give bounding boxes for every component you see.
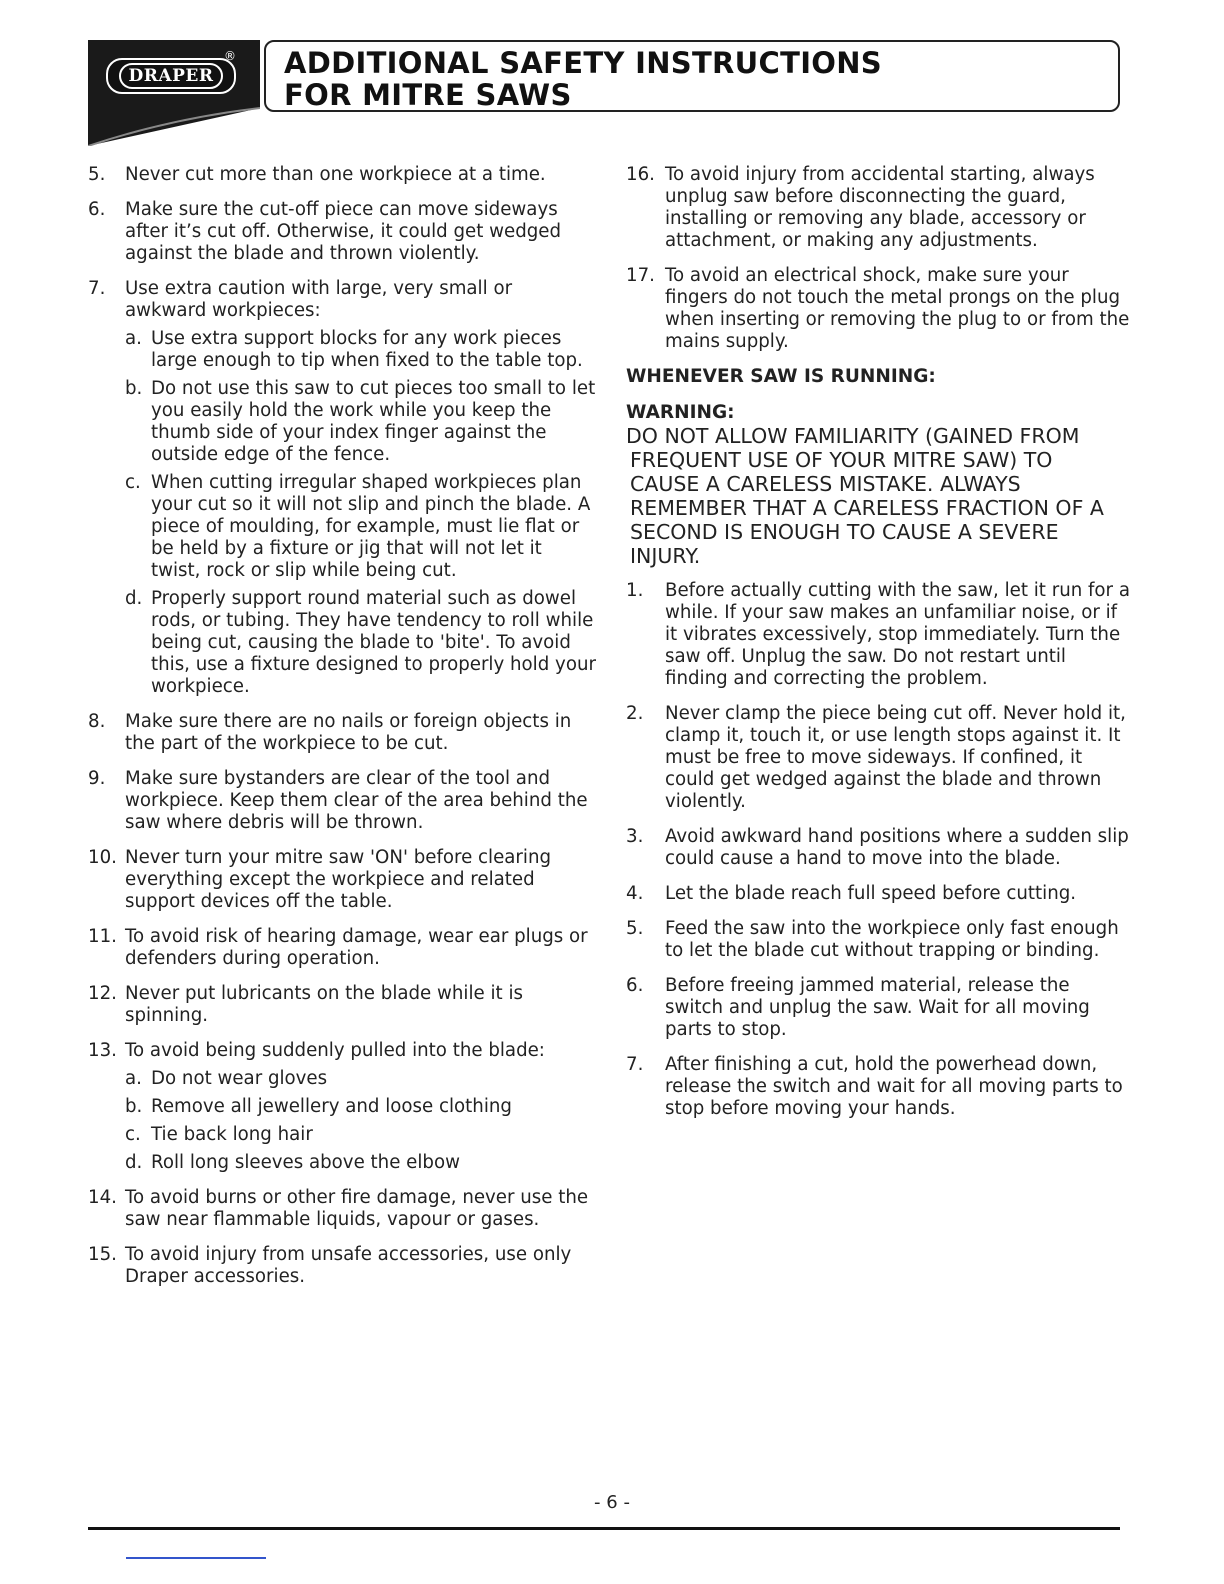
list-item <box>626 164 1130 252</box>
item-number: 5. <box>88 164 106 185</box>
list-item <box>88 926 596 970</box>
list-item <box>88 1187 596 1231</box>
page-title-line-2: FOR MITRE SAWS <box>284 78 572 112</box>
sub-text: Properly support round material such as dowel rods, or tubing. They have tendency to roll while being cut, causing the blade to 'bite'. To avoid this, use a fixture designed to properly hold your workpiece. <box>151 588 596 697</box>
sub-item <box>88 1096 596 1118</box>
sub-letter: a. <box>125 1068 142 1089</box>
right-column <box>626 164 1130 1133</box>
warning-text <box>626 424 1126 568</box>
sub-letter: c. <box>125 472 141 493</box>
list-item <box>626 580 1130 690</box>
item-number: 6. <box>626 975 644 996</box>
item-number: 4. <box>626 883 644 904</box>
list-item <box>88 1244 596 1288</box>
item-text: To avoid being suddenly pulled into the blade: <box>125 1040 545 1061</box>
item-text: Make sure there are no nails or foreign objects in the part of the workpiece to be cut. <box>125 711 572 754</box>
item-text: To avoid risk of hearing damage, wear ear plugs or defenders during operation. <box>125 926 588 969</box>
item-text: Before freeing jammed material, release the switch and unplug the saw. Wait for all moving parts to stop. <box>665 975 1090 1040</box>
list-item <box>88 847 596 913</box>
item-number: 15. <box>88 1244 117 1265</box>
list-item <box>626 826 1130 870</box>
sub-text: Use extra support blocks for any work pieces large enough to tip when fixed to the table top. <box>151 328 583 371</box>
sub-text: Remove all jewellery and loose clothing <box>151 1096 512 1117</box>
item-number: 7. <box>88 278 106 299</box>
item-text: Use extra caution with large, very small or awkward workpieces: <box>125 278 513 321</box>
list-item <box>626 883 1130 905</box>
item-number: 13. <box>88 1040 117 1061</box>
item-text: Never cut more than one workpiece at a time. <box>125 164 546 185</box>
item-text: To avoid injury from unsafe accessories, use only Draper accessories. <box>125 1244 572 1287</box>
item-number: 16. <box>626 164 655 185</box>
list-item <box>88 983 596 1027</box>
sub-item <box>88 472 596 582</box>
list-item <box>88 1040 596 1062</box>
item-number: 12. <box>88 983 117 1004</box>
item-number: 3. <box>626 826 644 847</box>
item-text: Never turn your mitre saw 'ON' before clearing everything except the workpiece and related support devices off the table. <box>125 847 552 912</box>
warning-heading: WARNING: <box>626 402 735 423</box>
sub-item <box>88 588 596 698</box>
footer-link-underline <box>126 1557 266 1559</box>
item-text: To avoid burns or other fire damage, never use the saw near flammable liquids, vapour or gases. <box>125 1187 589 1230</box>
sub-text: Tie back long hair <box>151 1124 313 1145</box>
item-number: 17. <box>626 265 655 286</box>
item-number: 11. <box>88 926 117 947</box>
item-text: Feed the saw into the workpiece only fast enough to let the blade cut without trapping or binding. <box>665 918 1119 961</box>
sub-list <box>88 328 596 698</box>
sub-letter: c. <box>125 1124 141 1145</box>
item-number: 14. <box>88 1187 117 1208</box>
section-heading: WHENEVER SAW IS RUNNING: <box>626 366 936 387</box>
sub-letter: b. <box>125 378 143 399</box>
registered-mark: ® <box>224 49 236 63</box>
item-text: After finishing a cut, hold the powerhead down, release the switch and wait for all moving parts to stop before moving your hands. <box>665 1054 1123 1119</box>
logo-text: DRAPER <box>119 63 224 89</box>
item-text: Make sure bystanders are clear of the tool and workpiece. Keep them clear of the area behind the saw where debris will be thrown. <box>125 768 588 833</box>
sub-text: Do not wear gloves <box>151 1068 328 1089</box>
item-number: 2. <box>626 703 644 724</box>
list-item <box>88 199 596 265</box>
list-item <box>626 703 1130 813</box>
sub-item <box>88 378 596 466</box>
list-item <box>626 265 1130 353</box>
sub-item <box>88 1068 596 1090</box>
item-number: 7. <box>626 1054 644 1075</box>
list-item <box>626 975 1130 1041</box>
footer-rule <box>88 1527 1120 1530</box>
page-title-line-1: ADDITIONAL SAFETY INSTRUCTIONS <box>284 46 882 80</box>
item-text: Never clamp the piece being cut off. Never hold it, clamp it, touch it, or use length stops against it. It must be free to move sideways. If confined, it could get wedged against the blade and thrown violently. <box>665 703 1126 812</box>
sub-text: Do not use this saw to cut pieces too small to let you easily hold the work while you keep the thumb side of your index finger against the outside edge of the fence. <box>151 378 596 465</box>
item-text: Let the blade reach full speed before cutting. <box>665 883 1077 904</box>
sub-letter: b. <box>125 1096 143 1117</box>
item-number: 10. <box>88 847 117 868</box>
sub-letter: d. <box>125 588 143 609</box>
item-text: Avoid awkward hand positions where a sudden slip could cause a hand to move into the blade. <box>665 826 1129 869</box>
sub-letter: d. <box>125 1152 143 1173</box>
draper-logo <box>106 58 236 94</box>
warning-rest: FREQUENT USE OF YOUR MITRE SAW) TO CAUSE A CARELESS MISTAKE. ALWAYS REMEMBER THAT A CARELESS FRACTION OF A SECOND IS ENOUGH TO CAUSE A SEVERE INJURY. <box>630 448 1104 568</box>
item-text: Make sure the cut-off piece can move sideways after it’s cut off. Otherwise, it could get wedged against the blade and thrown violently. <box>125 199 562 264</box>
list-item <box>88 711 596 755</box>
item-number: 8. <box>88 711 106 732</box>
item-number: 1. <box>626 580 644 601</box>
page-title-box <box>264 40 1120 112</box>
list-item <box>88 164 596 186</box>
sub-item <box>88 328 596 372</box>
list-item <box>626 918 1130 962</box>
item-number: 5. <box>626 918 644 939</box>
item-text: To avoid injury from accidental starting, always unplug saw before disconnecting the guard, installing or removing any blade, accessory or attachment, or making any adjustments. <box>665 164 1095 251</box>
sub-text: Roll long sleeves above the elbow <box>151 1152 460 1173</box>
sub-item <box>88 1124 596 1146</box>
item-number: 6. <box>88 199 106 220</box>
warning-first-line: DO NOT ALLOW FAMILIARITY (GAINED FROM <box>626 424 1080 448</box>
item-number: 9. <box>88 768 106 789</box>
left-column <box>88 164 596 1301</box>
list-item <box>88 768 596 834</box>
item-text: Never put lubricants on the blade while it is spinning. <box>125 983 524 1026</box>
sub-letter: a. <box>125 328 142 349</box>
item-text: To avoid an electrical shock, make sure your fingers do not touch the metal prongs on the plug when inserting or removing the plug to or from the mains supply. <box>665 265 1130 352</box>
list-item <box>88 278 596 322</box>
item-text: Before actually cutting with the saw, let it run for a while. If your saw makes an unfamiliar noise, or if it vibrates excessively, stop immediately. Turn the saw off. Unplug the saw. Do not restart until finding and correcting the problem. <box>665 580 1130 689</box>
sub-list <box>88 1068 596 1174</box>
page-number: - 6 - <box>594 1492 630 1513</box>
sub-text: When cutting irregular shaped workpieces plan your cut so it will not slip and pinch the blade. A piece of moulding, for example, must lie flat or be held by a fixture or jig that will not let it twist, rock or slip while being cut. <box>151 472 591 581</box>
sub-item <box>88 1152 596 1174</box>
list-item <box>626 1054 1130 1120</box>
